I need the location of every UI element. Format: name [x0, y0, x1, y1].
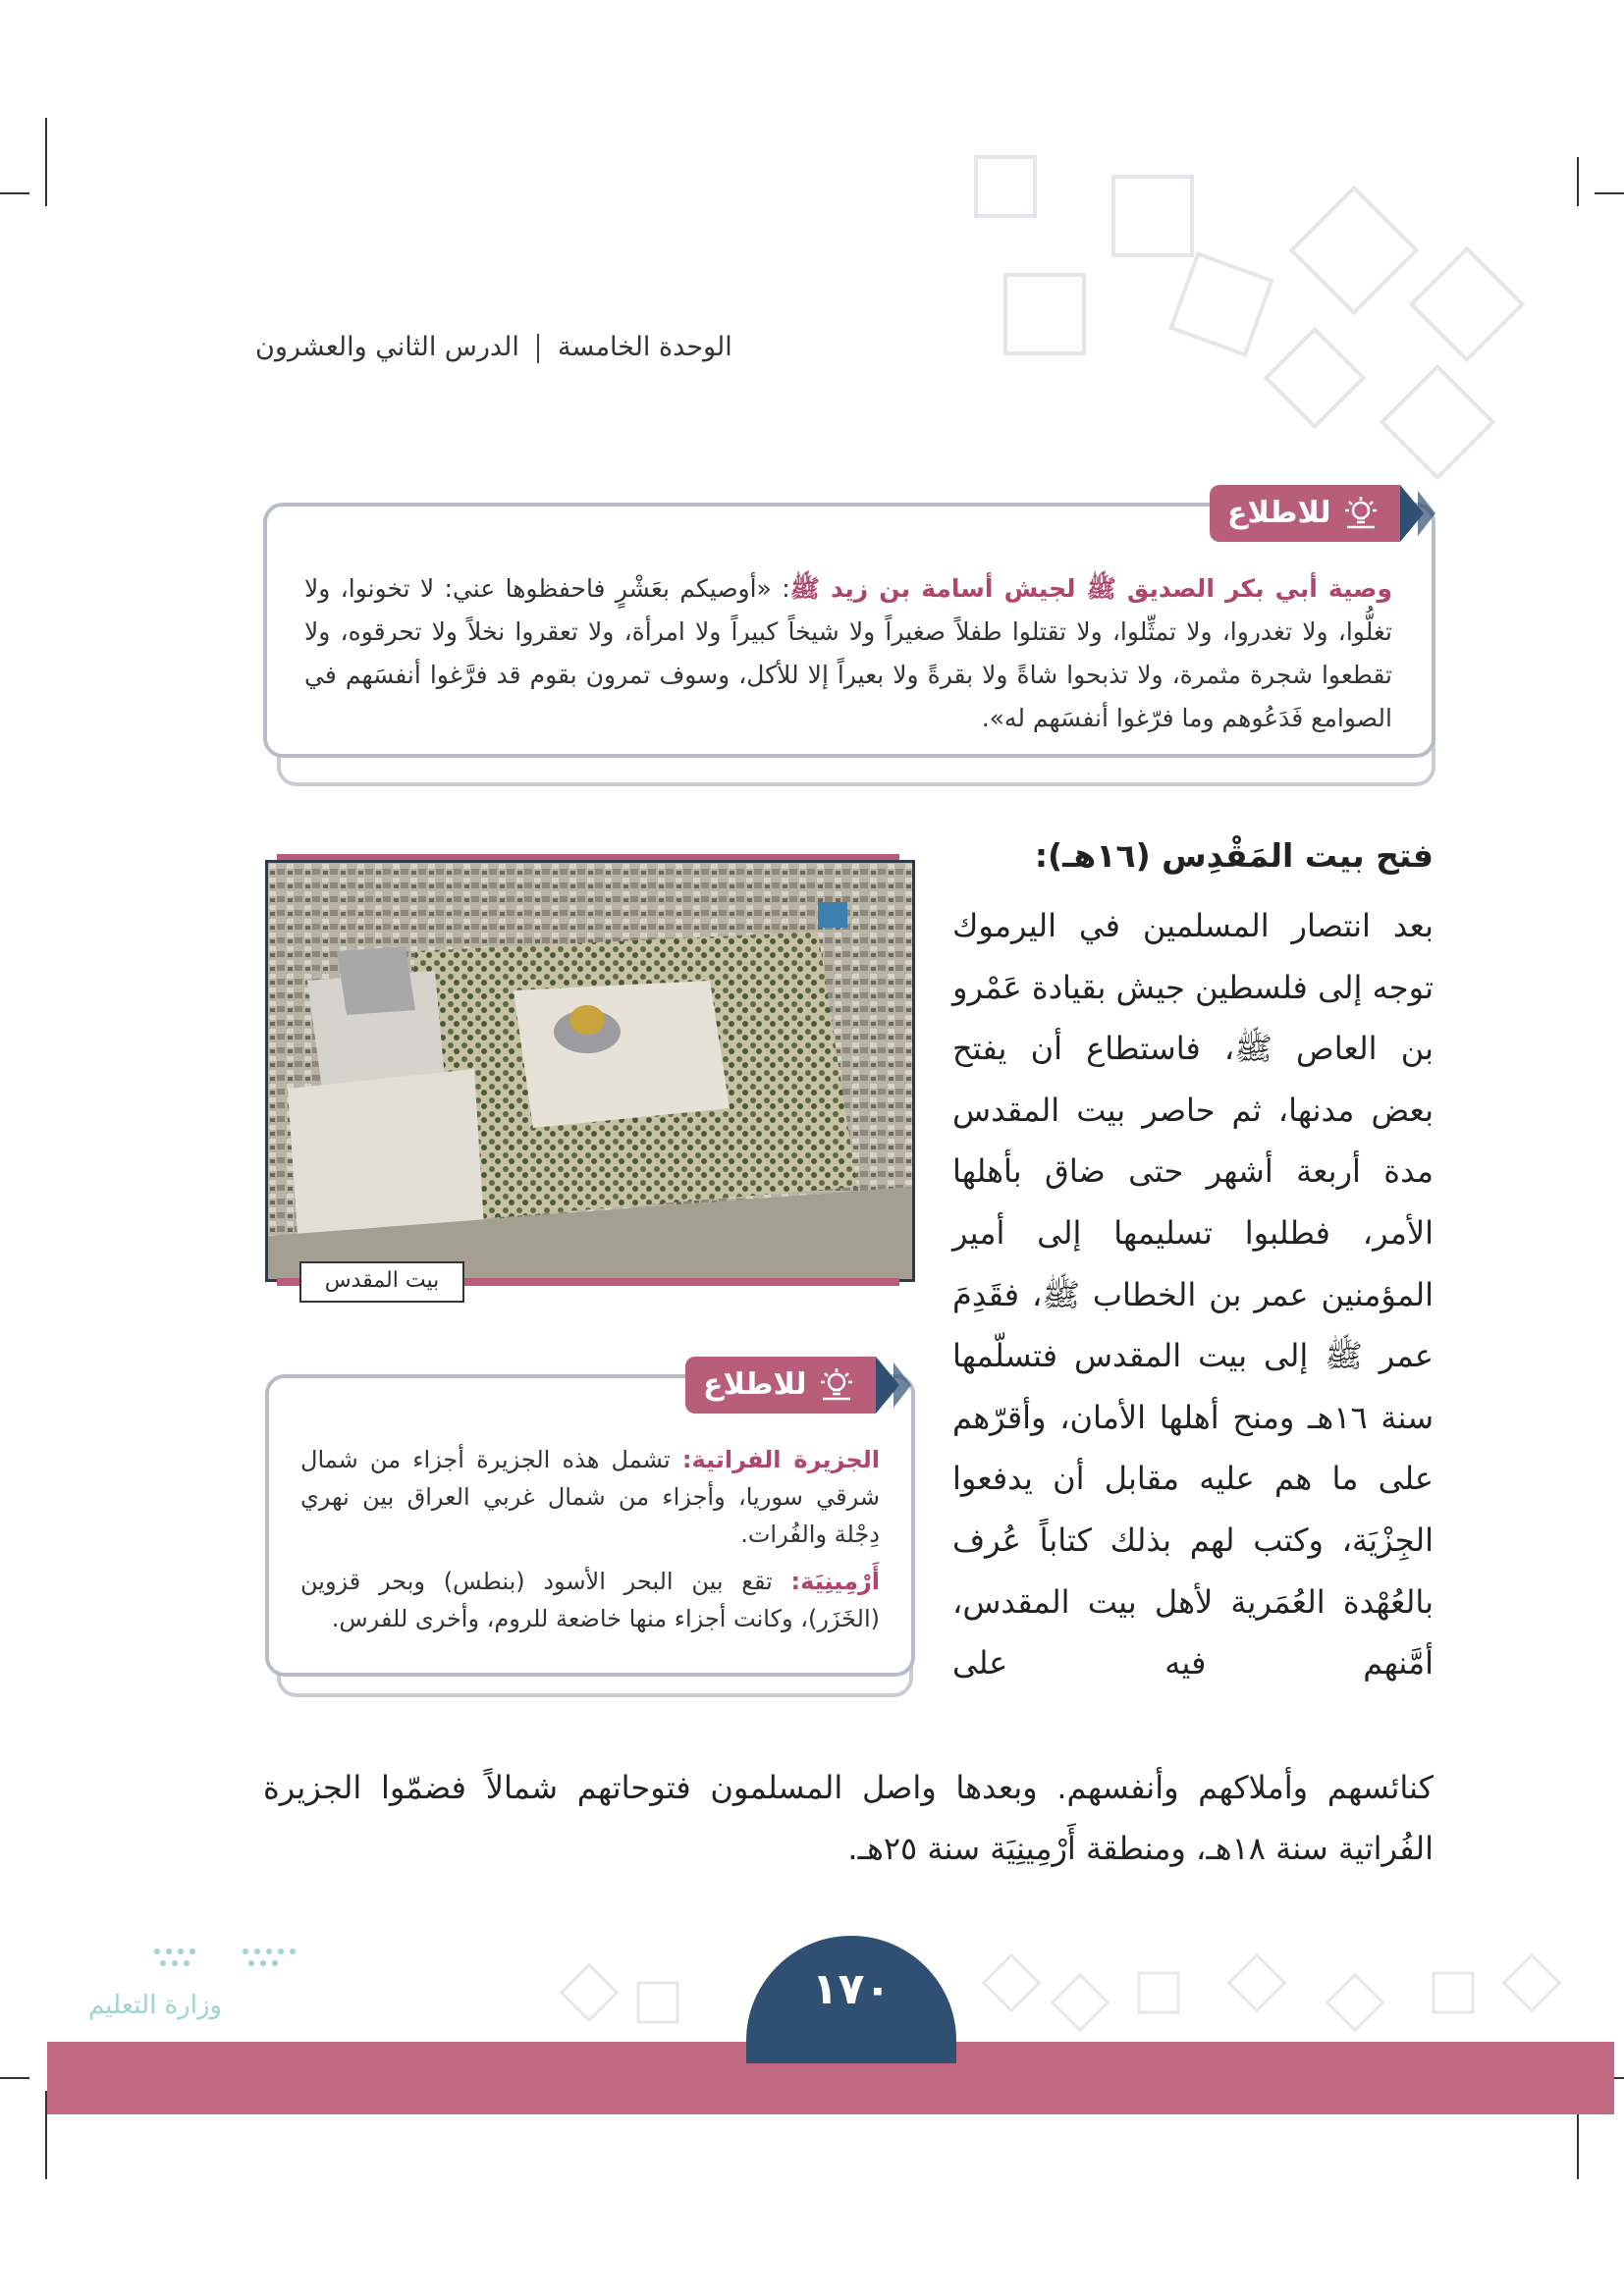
crop-mark: [1595, 192, 1624, 194]
crop-mark: [45, 118, 47, 206]
definition-item: [300, 1441, 880, 1553]
definition-term: الجزيرة الفراتية:: [681, 1446, 880, 1473]
badge-arrow: [893, 1362, 911, 1408]
definition-text: تقع بين البحر الأسود (بنطس) وبحر قزوين (الخَزَر)، وكانت أجزاء منها خاضعة للروم، وأخرى للفرس.: [300, 1568, 880, 1632]
header-unit: الوحدة الخامسة: [558, 332, 732, 362]
background-pattern: [937, 147, 1565, 481]
page-header: [255, 332, 746, 363]
paragraph-text: بعد انتصار المسلمين في اليرموك توجه إلى فلسطين جيش بقيادة عَمْرو بن العاص ﷺ، فاستطاع أن يفتح بعض مدنها، ثم حاصر بيت المقدس مدة أربعة أشهر حتى ضاق بأهلها الأمر، فطلبوا تسليمها إلى أمير المؤمنين عمر بن الخطاب ﷺ، فقَدِمَ عمر ﷺ إلى بيت المقدس فتسلّمها سنة ١٦هـ ومنح أهلها الأمان، وأقرّهم على ما هم عليه مقابل أن يدفعوا الجِزْيَة، وكتب لهم بذلك كتاباً عُرف بالعُهْدة العُمَرية لأهل بيت المقدس، أمَّنهم فيه على: [952, 907, 1435, 1682]
definition-text: تشمل هذه الجزيرة أجزاء من شمال شرقي سوريا، وأجزاء من شمال غربي العراق بين نهري دِجْلة والفُرات.: [300, 1446, 880, 1548]
ministry-logo-icon: [147, 1944, 304, 1987]
badge-arrow: [1418, 491, 1435, 536]
info-box-2-text: [300, 1441, 880, 1647]
crop-mark: [1577, 157, 1579, 206]
photo-caption: بيت المقدس: [299, 1261, 464, 1303]
info-badge-label: للاطلاع: [1227, 496, 1331, 530]
main-paragraph: [952, 895, 1434, 1694]
section-title: فتح بيت المَقْدِس (١٦هـ):: [1034, 836, 1434, 875]
header-lesson: الدرس الثاني والعشرون: [255, 332, 519, 362]
info-box-1-text: [304, 567, 1392, 740]
info-badge-1: [1210, 485, 1400, 542]
aerial-photo-illustration: [268, 863, 912, 1279]
jerusalem-photo: [265, 860, 915, 1282]
crop-mark: [0, 192, 29, 194]
lightbulb-icon: [1341, 494, 1380, 533]
ministry-logo-text: وزارة التعليم: [88, 1991, 223, 2020]
page-number: ١٧٠: [746, 1936, 956, 2063]
info-badge-label: للاطلاع: [703, 1367, 807, 1402]
info-badge-2: [685, 1357, 876, 1414]
info-quote: : «أوصيكم بعَشْرٍ فاحفظوها عني: لا تخونوا، ولا تغلُّوا، ولا تغدروا، ولا تمثِّلوا، ولا تقتلوا طفلاً صغيراً ولا شيخاً كبيراً ولا امرأة، ولا تعقروا نخلاً ولا تحرقوه، ولا تقطعوا شجرة مثمرة، ولا تذبحوا شاةً ولا بقرةً ولا بعيراً إلا للأكل، وسوف تمرون بقوم قد فرَّغوا أنفسَهم في الصوامع فَدَعُوهم وما فرّغوا أنفسَهم له».: [304, 574, 1392, 732]
footer-pattern: [550, 1934, 1620, 2042]
definition-item: [300, 1563, 880, 1637]
definition-term: أَرْمِينِيَة:: [790, 1568, 880, 1595]
lightbulb-icon: [817, 1365, 856, 1405]
paragraph-continuation: كنائسهم وأملاكهم وأنفسهم. وبعدها واصل المسلمون فتوحاتهم شمالاً فضمّوا الجزيرة الفُراتية سنة ١٨هـ، ومنطقة أَرْمِينِيَة سنة ٢٥هـ.: [263, 1769, 1434, 1867]
info-highlight: وصية أبي بكر الصديق ﷺ لجيش أسامة بن زيد ﷺ: [789, 574, 1392, 603]
header-separator: [537, 334, 539, 363]
crop-mark: [0, 2077, 29, 2079]
